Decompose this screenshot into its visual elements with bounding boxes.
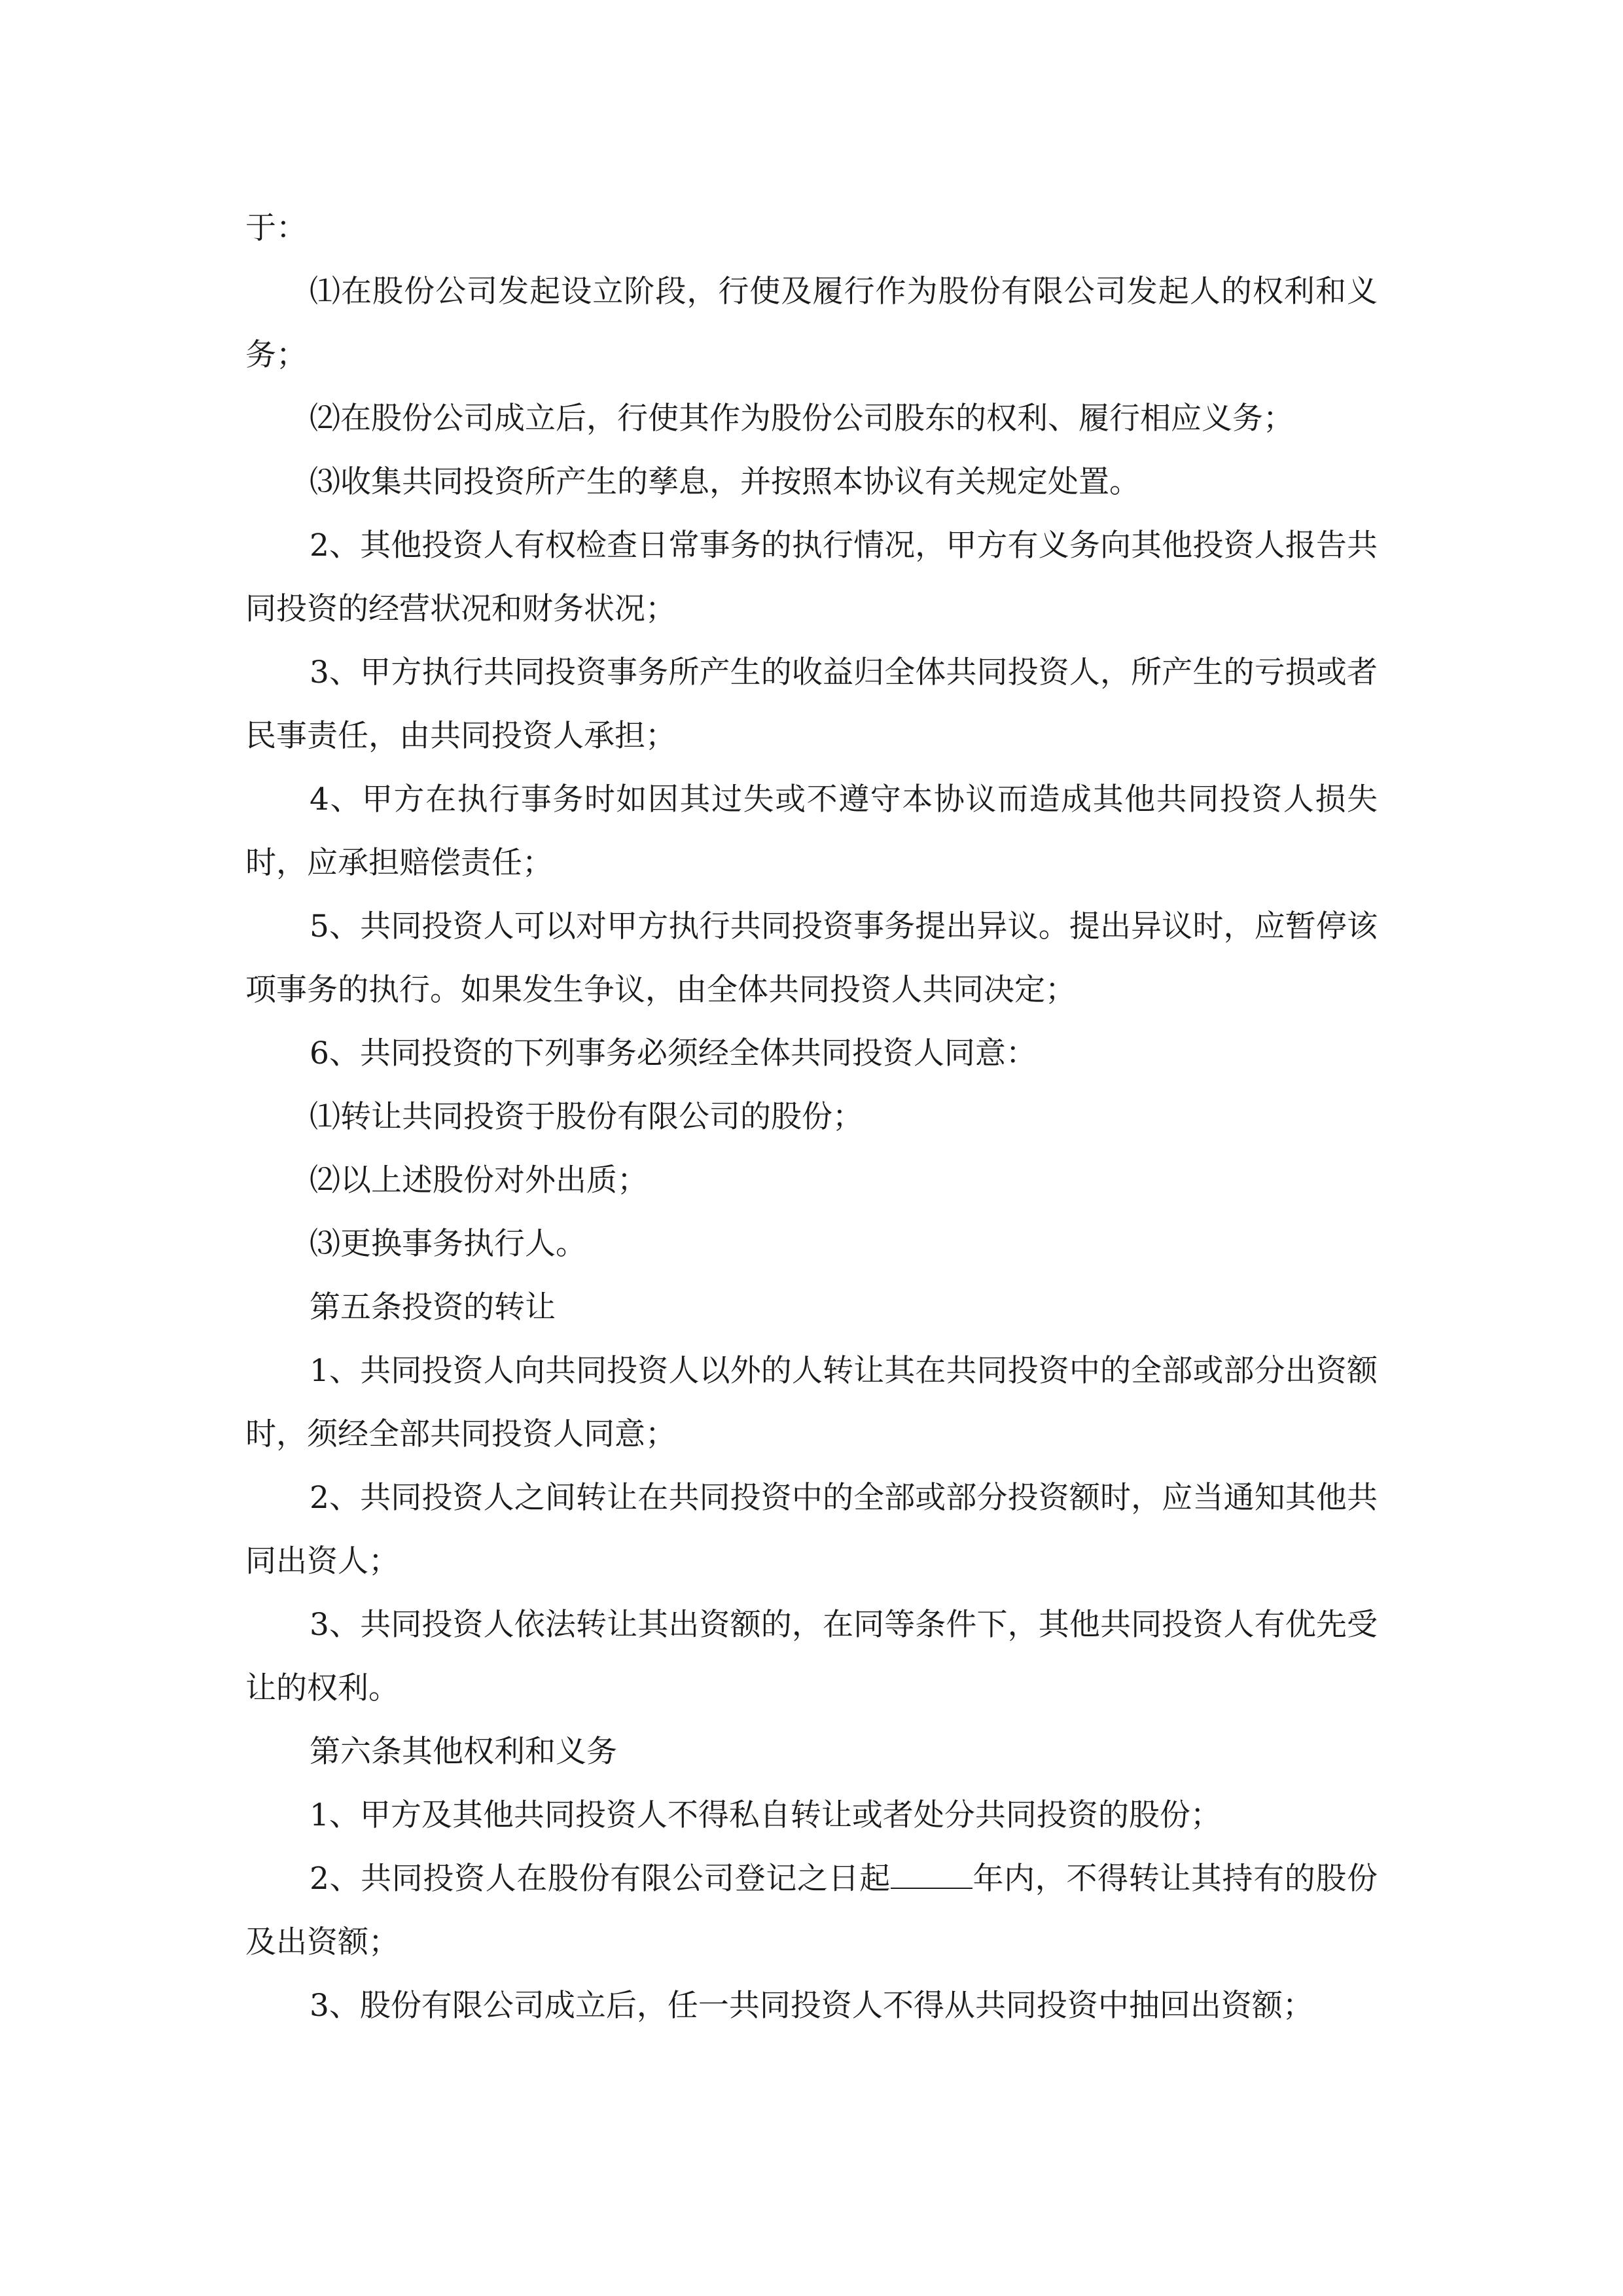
paragraph: 3、甲方执行共同投资事务所产生的收益归全体共同投资人，所产生的亏损或者民事责任，由共同投资人承担； — [245, 655, 1378, 754]
paragraph-with-blank — [245, 1847, 1378, 1974]
document-body — [245, 196, 1378, 2037]
paragraph: 6、共同投资的下列事务必须经全体共同投资人同意： — [310, 1035, 1037, 1071]
paragraph: ⑴在股份公司发起设立阶段，行使及履行作为股份有限公司发起人的权利和义务； — [245, 274, 1378, 373]
blank-text-before: 2、共同投资人在股份有限公司登记之日起 — [310, 1861, 891, 1897]
paragraph: 1、甲方及其他共同投资人不得私自转让或者处分共同投资的股份； — [310, 1797, 1221, 1833]
paragraph: 于： — [245, 210, 307, 246]
paragraph: 5、共同投资人可以对甲方执行共同投资事务提出异议。提出异议时，应暂停该项事务的执行。如果发生争议，由全体共同投资人共同决定； — [245, 908, 1378, 1008]
paragraph: 4、甲方在执行事务时如因其过失或不遵守本协议而造成其他共同投资人损失时，应承担赔偿责任； — [245, 781, 1378, 881]
blank-text-after: 年内，不得转让其持有的股份及出资额； — [245, 1861, 1378, 1960]
paragraph: 2、共同投资人之间转让在共同投资中的全部或部分投资额时，应当通知其他共同出资人； — [245, 1480, 1378, 1579]
paragraph: 2、其他投资人有权检查日常事务的执行情况，甲方有义务向其他投资人报告共同投资的经营状况和财务状况； — [245, 528, 1378, 627]
paragraph: ⑶更换事务执行人。 — [310, 1226, 586, 1262]
paragraph: ⑵在股份公司成立后，行使其作为股份公司股东的权利、履行相应义务； — [310, 401, 1294, 437]
paragraph: ⑴转让共同投资于股份有限公司的股份； — [310, 1099, 863, 1135]
paragraph: ⑵以上述股份对外出质； — [310, 1162, 648, 1198]
section-heading: 第六条其他权利和义务 — [310, 1734, 617, 1770]
paragraph: 3、共同投资人依法转让其出资额的，在同等条件下，其他共同投资人有优先受让的权利。 — [245, 1607, 1378, 1706]
paragraph: 1、共同投资人向共同投资人以外的人转让其在共同投资中的全部或部分出资额时，须经全部共同投资人同意； — [245, 1353, 1378, 1452]
fill-in-blank — [891, 1861, 972, 1889]
paragraph: ⑶收集共同投资所产生的孳息，并按照本协议有关规定处置。 — [310, 464, 1140, 500]
paragraph: 3、股份有限公司成立后，任一共同投资人不得从共同投资中抽回出资额； — [310, 1988, 1313, 2024]
section-heading: 第五条投资的转让 — [310, 1289, 556, 1325]
